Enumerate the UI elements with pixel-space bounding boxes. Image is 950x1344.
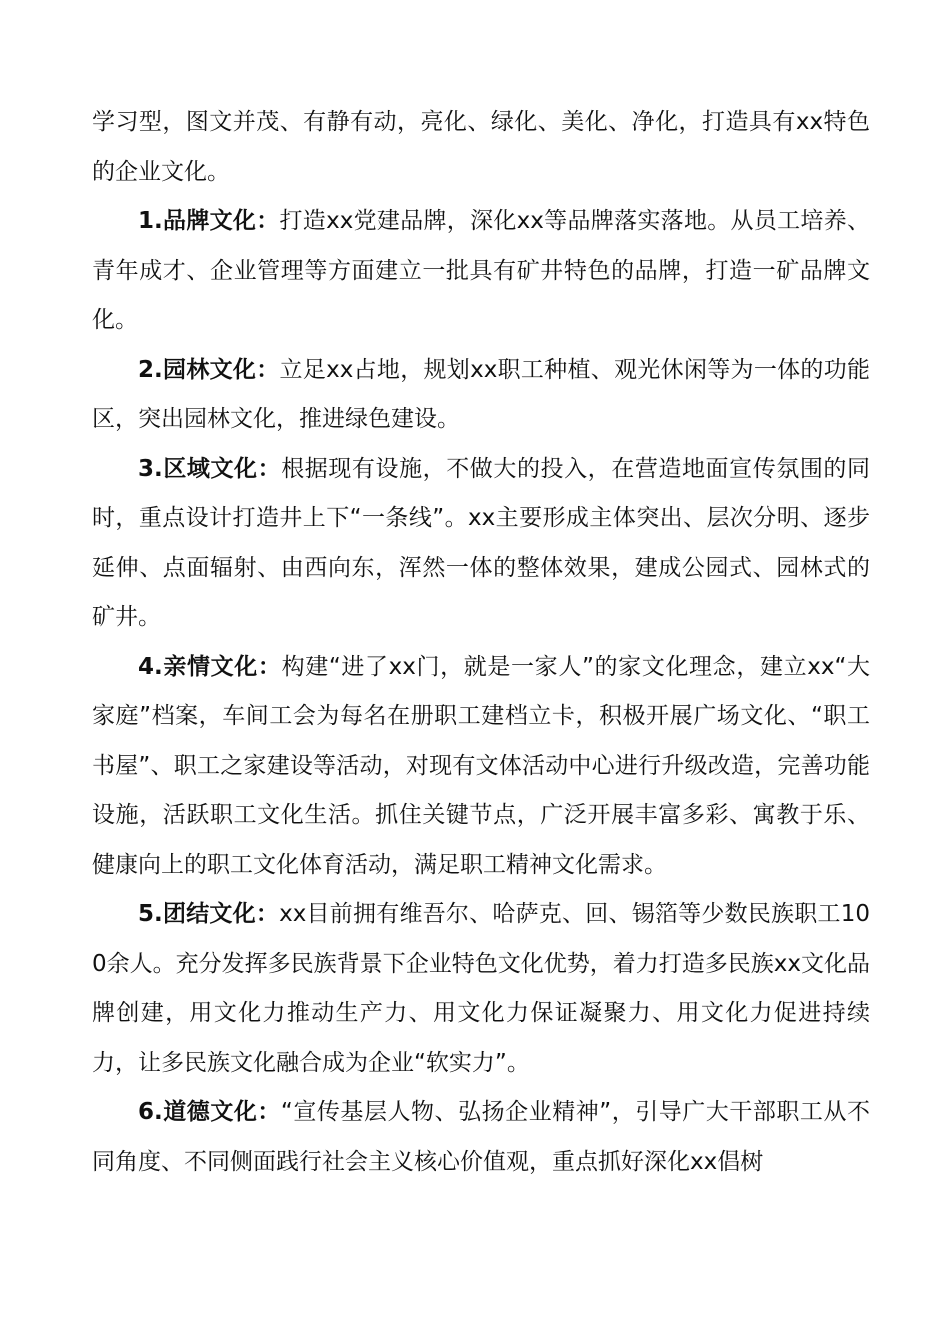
paragraph-heading: 2.园林文化： [138,356,280,383]
paragraph-text: “宣传基层人物、弘扬企业精神”，引导广大干部职工从不同角度、不同侧面践行社会主义核心价值观，重点抓好深化xx倡树 [92,1099,870,1175]
paragraph-moral-culture [92,1088,870,1187]
paragraph-text: 学习型，图文并茂、有静有动，亮化、绿化、美化、净化，打造具有xx特色的企业文化。 [92,109,870,185]
paragraph-heading: 1.品牌文化： [138,208,280,234]
paragraph-heading: 6.道德文化： [138,1099,281,1125]
paragraph-brand-culture [92,197,870,346]
paragraph-text: 立足xx占地，规划xx职工种植、观光休闲等为一体的功能区，突出园林文化，推进绿色建设。 [92,356,870,432]
paragraph-text: 打造xx党建品牌，深化xx等品牌落实落地。从员工培养、青年成才、企业管理等方面建立一批具有矿井特色的品牌，打造一矿品牌文化。 [92,208,870,333]
paragraph-heading: 5.团结文化： [138,901,280,927]
document-body [92,98,870,1187]
paragraph-text: xx目前拥有维吾尔、哈萨克、回、锡箔等少数民族职工100余人。充分发挥多民族背景下企业特色文化优势，着力打造多民族xx文化品牌创建，用文化力推动生产力、用文化力保证凝聚力、用文化力促进持续力，让多民族文化融合成为企业“软实力”。 [92,901,870,1076]
paragraph-heading: 3.区域文化： [138,455,282,482]
paragraph-text: 根据现有设施，不做大的投入，在营造地面宣传氛围的同时，重点设计打造井上下“一条线”。xx主要形成主体突出、层次分明、逐步延伸、点面辐射、由西向东，浑然一体的整体效果，建成公园式、园林式的矿井。 [92,455,871,630]
paragraph-text: 构建“进了xx门，就是一家人”的家文化理念，建立xx“大家庭”档案，车间工会为每名在册职工建档立卡，积极开展广场文化、“职工书屋”、职工之家建设等活动，对现有文体活动中心进行升级改造，完善功能设施，活跃职工文化生活。抓住关键节点，广泛开展丰富多彩、寓教于乐、健康向上的职工文化体育活动，满足职工精神文化需求。 [92,653,870,878]
paragraph-intro-continuation [92,98,870,197]
paragraph-garden-culture [92,346,870,445]
paragraph-family-culture [92,643,870,891]
paragraph-heading: 4.亲情文化： [138,653,282,680]
paragraph-regional-culture [92,445,870,643]
paragraph-unity-culture [92,890,870,1088]
